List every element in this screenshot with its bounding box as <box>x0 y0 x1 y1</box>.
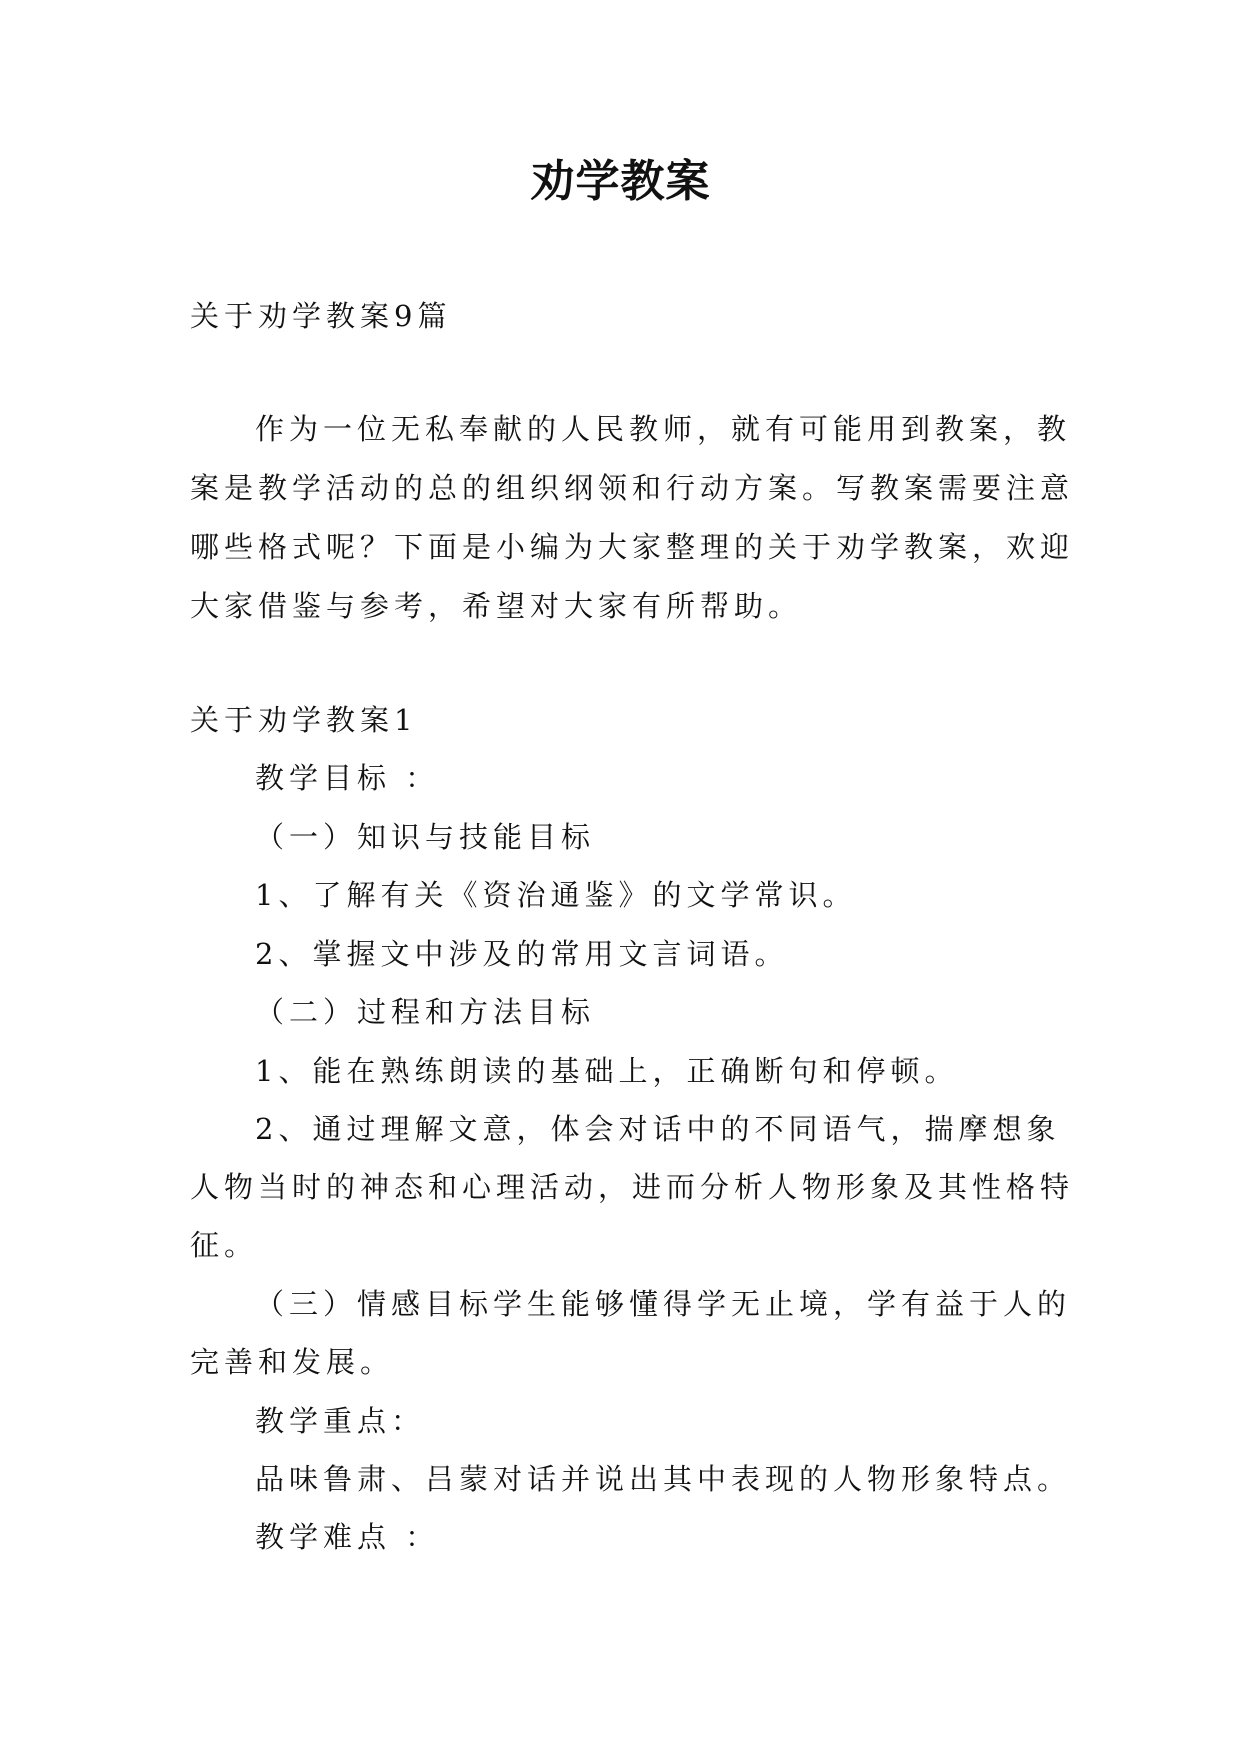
body-line: 教学目标 ： <box>255 761 440 795</box>
document-title: 劝学教案 <box>530 156 711 207</box>
intro-line: 哪些格式呢？下面是小编为大家整理的关于劝学教案，欢迎 <box>190 530 1075 564</box>
body-line: 2、掌握文中涉及的常用文言词语。 <box>255 937 789 971</box>
body-line: （二）过程和方法目标 <box>255 995 596 1029</box>
intro-line: 作为一位无私奉献的人民教师，就有可能用到教案，教 <box>255 412 1072 446</box>
body-line: 1、了解有关《资治通鉴》的文学常识。 <box>255 878 857 912</box>
body-line: 人物当时的神态和心理活动，进而分析人物形象及其性格特 <box>190 1170 1075 1204</box>
body-line: （三）情感目标学生能够懂得学无止境，学有益于人的 <box>255 1287 1072 1321</box>
intro-line: 案是教学活动的总的组织纲领和行动方案。写教案需要注意 <box>190 471 1075 505</box>
document-subtitle: 关于劝学教案9篇 <box>190 299 452 333</box>
body-line: 完善和发展。 <box>190 1345 395 1379</box>
body-line: 1、能在熟练朗读的基础上，正确断句和停顿。 <box>255 1054 959 1088</box>
body-line: 征。 <box>190 1228 259 1262</box>
body-line: 教学难点 ： <box>255 1520 440 1554</box>
body-line: 教学重点： <box>255 1404 426 1438</box>
section-heading: 关于劝学教案1 <box>190 703 418 737</box>
body-line: 2、通过理解文意，体会对话中的不同语气，揣摩想象 <box>255 1112 1061 1146</box>
body-line: （一）知识与技能目标 <box>255 820 596 854</box>
body-line: 品味鲁肃、吕蒙对话并说出其中表现的人物形象特点。 <box>255 1462 1072 1496</box>
intro-line: 大家借鉴与参考，希望对大家有所帮助。 <box>190 589 803 623</box>
